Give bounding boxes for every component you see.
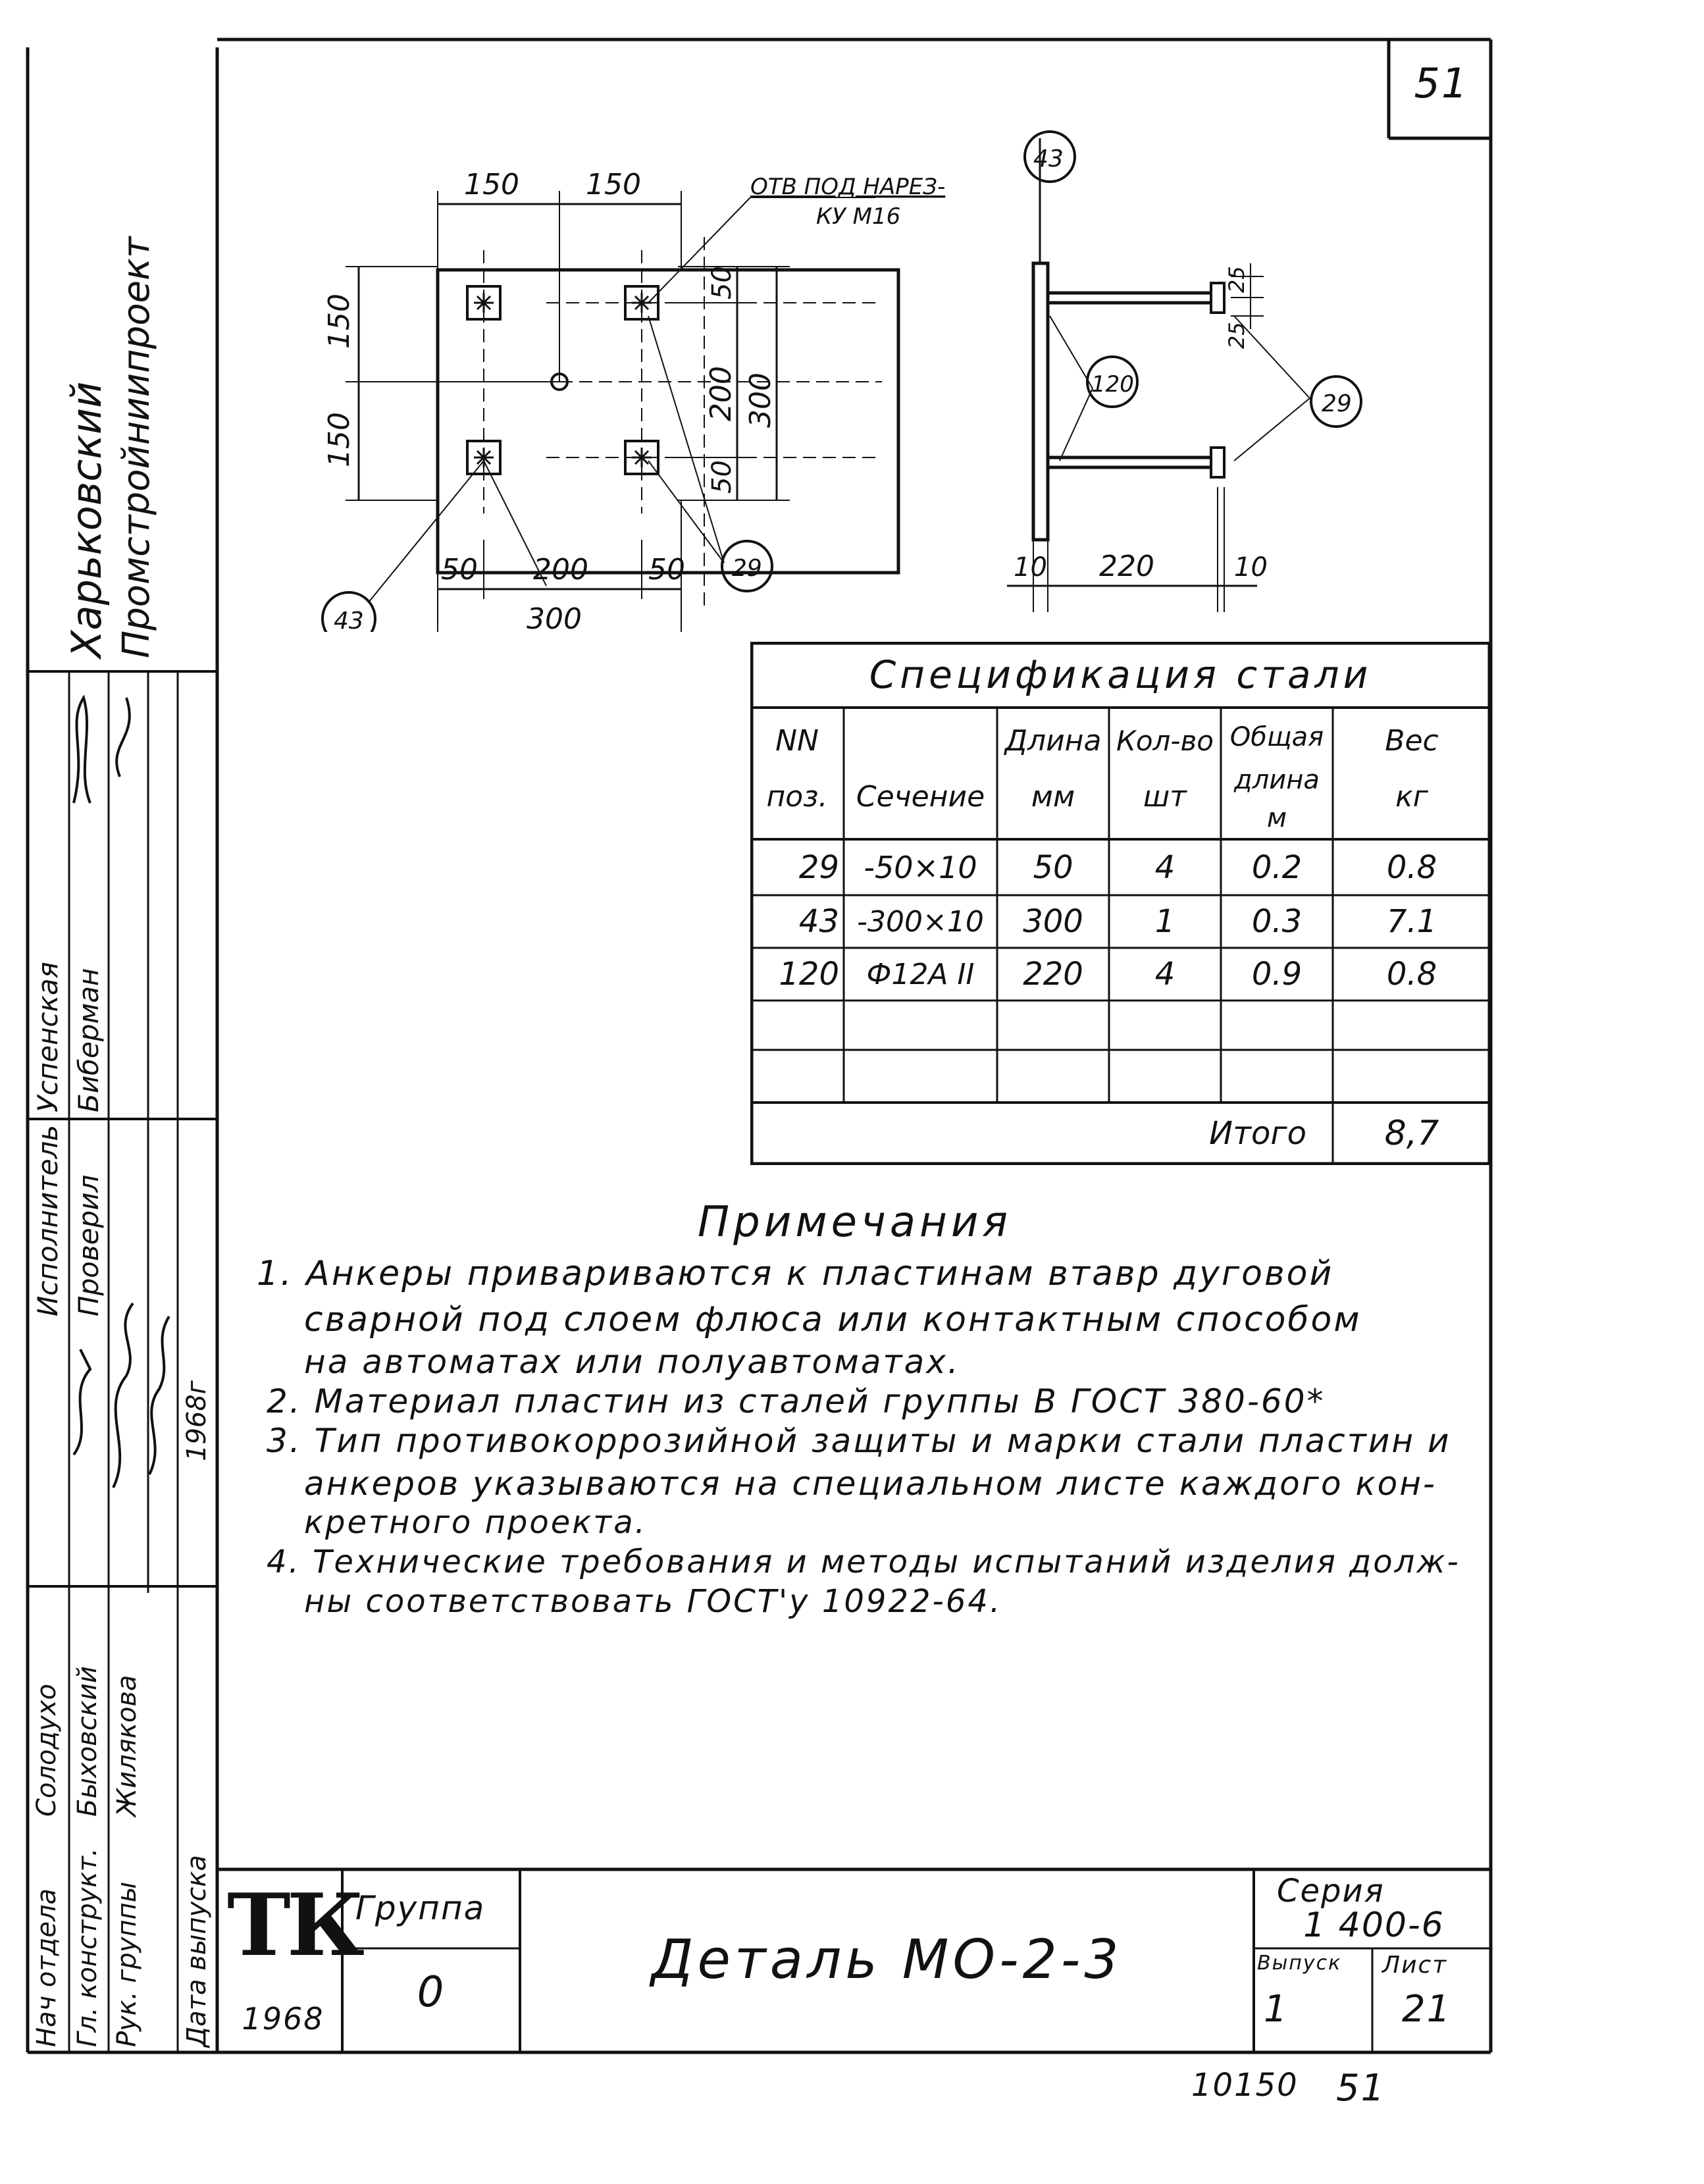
- dim-bottom-200: 200: [533, 553, 588, 586]
- header-total-length-1: Общая: [1229, 722, 1324, 752]
- note-line: сварной под слоем флюса или контактным способом: [304, 1300, 1362, 1339]
- dim-left-150-bottom: 150: [323, 412, 356, 467]
- role-checker: Успенская: [32, 962, 64, 1112]
- role-head-of-department: Нач отдела: [32, 1888, 62, 2047]
- header-pos-1: NN: [775, 723, 819, 758]
- dim-bottom-300: 300: [527, 602, 582, 632]
- header-qty-2: шт: [1143, 779, 1187, 814]
- hole-note-line-2: КУ М16: [816, 203, 901, 230]
- dim-bottom-50-right: 50: [648, 553, 685, 586]
- callout-120: 120: [1091, 371, 1134, 398]
- side-dim-25-a: 25: [1224, 266, 1249, 293]
- table-cell: 300: [1023, 903, 1083, 940]
- note-line: кретного проекта.: [304, 1504, 647, 1541]
- side-dim-25-b: 25: [1224, 322, 1249, 349]
- name-checked: Проверил: [72, 1174, 105, 1316]
- role-executor: Исполнитель: [32, 1124, 64, 1316]
- note-line: 4. Технические требования и методы испытаний изделия долж-: [267, 1544, 1460, 1580]
- drawing-title: Деталь МО-2-3: [651, 1929, 1123, 1991]
- header-weight-2: кг: [1395, 779, 1428, 814]
- callout-29-plan: 29: [732, 555, 762, 582]
- header-total-length-2: длина: [1234, 765, 1320, 795]
- release-date-label: Дата выпуска: [182, 1855, 212, 2047]
- role-group-leader: Рук. группы: [112, 1881, 142, 2047]
- side-dim-220: 220: [1099, 550, 1154, 583]
- note-line: 1. Анкеры привариваются к пластинам втавр дуговой: [257, 1254, 1334, 1293]
- name-bykhovsky: Быховский: [72, 1666, 103, 1817]
- table-cell: -300×10: [857, 904, 984, 939]
- role-chief-designer: Гл. конструкт.: [72, 1848, 103, 2047]
- dim-bottom-50-left: 50: [441, 553, 478, 586]
- table-cell: 1: [1154, 903, 1175, 940]
- name-biberman: Биберман: [72, 968, 105, 1112]
- header-qty-1: Кол-во: [1116, 724, 1214, 757]
- dim-right-200: 200: [704, 366, 738, 421]
- table-cell: 0.9: [1251, 956, 1303, 993]
- side-dim-10-left: 10: [1014, 552, 1047, 583]
- tk-logo: ТК: [227, 1875, 361, 1975]
- header-pos-2: поз.: [766, 779, 828, 814]
- total-value: 8,7: [1384, 1113, 1439, 1153]
- table-cell: 50: [1033, 848, 1073, 886]
- note-line: ны соответствовать ГОСТ'у 10922-64.: [304, 1583, 1002, 1620]
- dim-left-150-top: 150: [323, 294, 356, 349]
- table-cell: 0.3: [1251, 903, 1303, 940]
- header-weight-1: Вес: [1385, 723, 1439, 758]
- release-year: 1968г: [182, 1380, 212, 1461]
- table-cell: 220: [1023, 956, 1083, 993]
- spec-table: [750, 642, 1491, 1165]
- table-cell: 4: [1154, 956, 1175, 993]
- sheet-value: 21: [1402, 1988, 1452, 2031]
- note-line: 3. Тип противокоррозийной защиты и марки стали пластин и: [267, 1422, 1451, 1460]
- table-cell: 4: [1154, 848, 1175, 886]
- callout-43-plan: 43: [334, 608, 364, 632]
- notes-title: Примечания: [698, 1198, 1012, 1247]
- organization-name: Харьковский: [63, 381, 111, 658]
- anchor-crosses: [217, 39, 941, 632]
- table-cell: 0.2: [1251, 848, 1303, 886]
- spec-table-title: Спецификация стали: [869, 652, 1372, 697]
- note-line: 2. Материал пластин из сталей группы В ГОСТ 380-60*: [267, 1382, 1326, 1420]
- header-total-length-3: м: [1266, 802, 1287, 833]
- dim-right-50-bottom: 50: [707, 460, 737, 494]
- side-dim-10-right: 10: [1234, 552, 1268, 583]
- total-label: Итого: [1209, 1114, 1306, 1152]
- table-cell: 29: [798, 848, 839, 886]
- name-zhilyakova: Жилякова: [112, 1675, 142, 1817]
- issue-label: Выпуск: [1257, 1952, 1342, 1975]
- sheet-label: Лист: [1382, 1952, 1448, 1979]
- signature-marks: [28, 671, 219, 1593]
- archive-number: 10150: [1191, 2067, 1299, 2104]
- group-label: Группа: [355, 1889, 486, 1927]
- issue-value: 1: [1264, 1988, 1289, 2031]
- header-section: Сечение: [856, 779, 985, 814]
- header-length-1: Длина: [1004, 723, 1102, 758]
- callout-43-top: 43: [1033, 145, 1064, 172]
- table-cell: 43: [798, 903, 839, 940]
- name-solodukho: Солодухо: [32, 1684, 62, 1817]
- sheet-number: 51: [1414, 59, 1469, 107]
- dim-top-150-right: 150: [586, 168, 641, 201]
- callout-29-side: 29: [1322, 390, 1352, 417]
- dim-top-150-left: 150: [464, 168, 519, 201]
- table-cell: -50×10: [864, 849, 977, 885]
- table-cell: 120: [779, 956, 839, 993]
- organization-institute: Промстройниипроект: [115, 236, 158, 658]
- dim-right-50-top: 50: [707, 266, 737, 299]
- table-cell: 0.8: [1386, 956, 1437, 993]
- series-label: Серия: [1277, 1873, 1385, 1910]
- tk-logo-year: 1968: [242, 2001, 324, 2037]
- table-cell: Ф12А II: [866, 957, 975, 991]
- table-cell: 7.1: [1386, 903, 1437, 940]
- header-length-2: мм: [1031, 779, 1075, 814]
- note-line: анкеров указываются на специальном листе каждого кон-: [304, 1465, 1437, 1503]
- hole-note-line-1: ОТВ ПОД НАРЕЗ-: [750, 174, 946, 200]
- page-number-bottom: 51: [1336, 2067, 1386, 2110]
- table-cell: 0.8: [1386, 848, 1437, 886]
- note-line: на автоматах или полуавтоматах.: [304, 1343, 960, 1381]
- group-value: 0: [417, 1968, 446, 2017]
- dim-right-300: 300: [744, 373, 777, 428]
- series-value: 1 400-6: [1303, 1906, 1445, 1945]
